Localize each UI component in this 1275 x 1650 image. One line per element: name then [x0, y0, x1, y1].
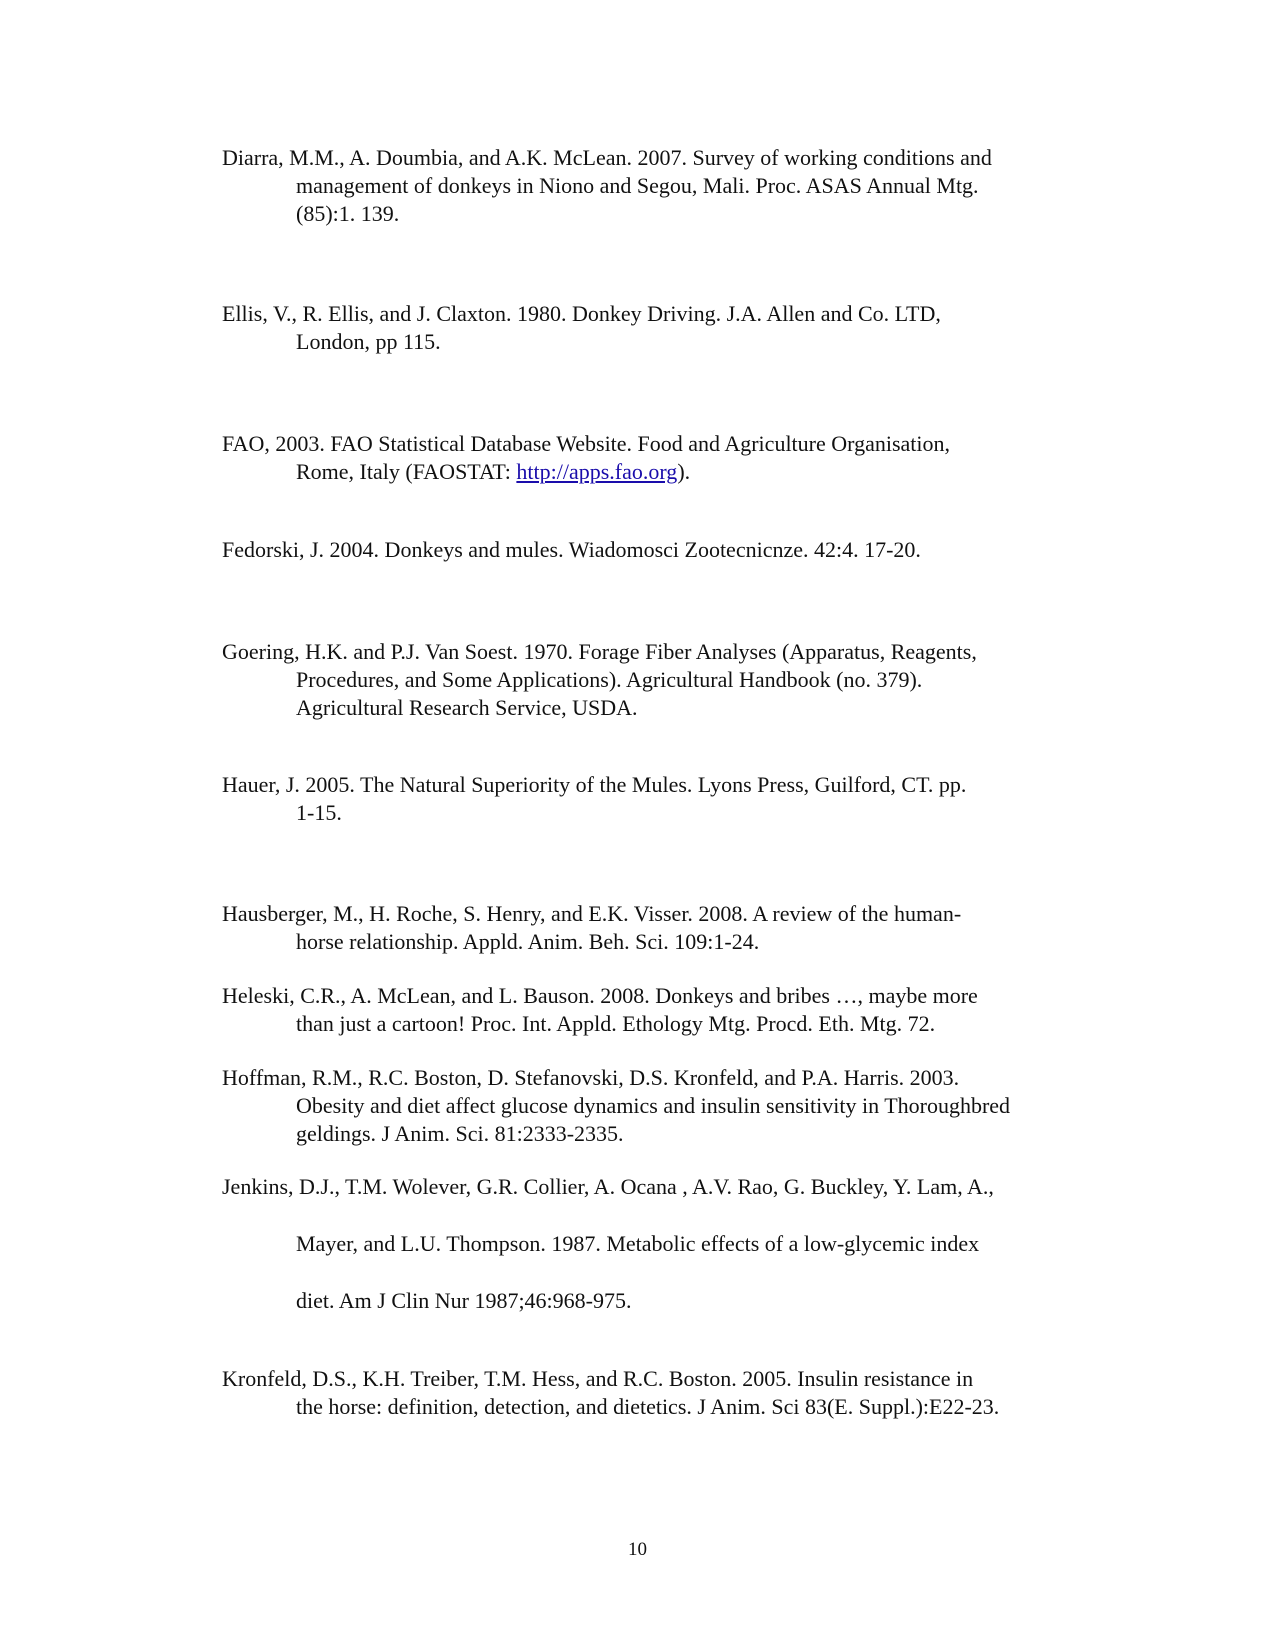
reference-line: horse relationship. Appld. Anim. Beh. Sci. 109:1-24. — [296, 929, 760, 954]
reference-line: Agricultural Research Service, USDA. — [296, 695, 638, 720]
reference-line: Heleski, C.R., A. McLean, and L. Bauson. 2008. Donkeys and bribes …, maybe more — [222, 983, 978, 1008]
page-number: 10 — [628, 1539, 647, 1560]
reference-hauer-2005 — [222, 771, 1122, 827]
reference-diarra-2007 — [222, 144, 1122, 228]
reference-line-prefix: Rome, Italy (FAOSTAT: — [296, 459, 517, 484]
reference-line: Diarra, M.M., A. Doumbia, and A.K. McLean. 2007. Survey of working conditions and — [222, 145, 992, 170]
reference-line: Hoffman, R.M., R.C. Boston, D. Stefanovski, D.S. Kronfeld, and P.A. Harris. 2003. — [222, 1065, 960, 1090]
reference-line: diet. Am J Clin Nur 1987;46:968-975. — [296, 1288, 632, 1313]
reference-hoffman-2003 — [222, 1064, 1122, 1148]
reference-line: Obesity and diet affect glucose dynamics and insulin sensitivity in Thoroughbred — [296, 1093, 1011, 1118]
reference-line: Fedorski, J. 2004. Donkeys and mules. Wiadomosci Zootecnicnze. 42:4. 17-20. — [222, 537, 921, 562]
reference-line: London, pp 115. — [296, 329, 441, 354]
reference-goering-1970 — [222, 638, 1122, 722]
reference-line: Hausberger, M., H. Roche, S. Henry, and E.K. Visser. 2008. A review of the human- — [222, 901, 962, 926]
reference-line: the horse: definition, detection, and dietetics. J Anim. Sci 83(E. Suppl.):E22-23. — [296, 1394, 1000, 1419]
reference-line: Ellis, V., R. Ellis, and J. Claxton. 1980. Donkey Driving. J.A. Allen and Co. LTD, — [222, 301, 941, 326]
reference-kronfeld-2005 — [222, 1365, 1122, 1421]
faostat-link[interactable]: http://apps.fao.org — [516, 459, 678, 484]
reference-line: 1-15. — [296, 800, 342, 825]
reference-line: FAO, 2003. FAO Statistical Database Website. Food and Agriculture Organisation, — [222, 431, 950, 456]
reference-line: Hauer, J. 2005. The Natural Superiority of the Mules. Lyons Press, Guilford, CT. pp. — [222, 772, 967, 797]
reference-jenkins-1987 — [222, 1173, 1122, 1315]
reference-heleski-2008 — [222, 982, 1122, 1038]
reference-line: Mayer, and L.U. Thompson. 1987. Metabolic effects of a low-glycemic index — [296, 1231, 980, 1256]
reference-line: geldings. J Anim. Sci. 81:2333-2335. — [296, 1121, 624, 1146]
reference-fao-2003 — [222, 430, 1122, 486]
reference-line: Jenkins, D.J., T.M. Wolever, G.R. Collier, A. Ocana , A.V. Rao, G. Buckley, Y. Lam, A., — [222, 1174, 994, 1199]
reference-line — [222, 458, 1122, 486]
reference-ellis-1980 — [222, 300, 1122, 356]
reference-line-suffix: ). — [677, 459, 691, 484]
reference-line: management of donkeys in Niono and Segou, Mali. Proc. ASAS Annual Mtg. — [296, 173, 979, 198]
reference-fedorski-2004 — [222, 536, 1122, 564]
reference-line: than just a cartoon! Proc. Int. Appld. Ethology Mtg. Procd. Eth. Mtg. 72. — [296, 1011, 936, 1036]
reference-line: Goering, H.K. and P.J. Van Soest. 1970. Forage Fiber Analyses (Apparatus, Reagents, — [222, 639, 977, 664]
reference-line: Procedures, and Some Applications). Agricultural Handbook (no. 379). — [296, 667, 923, 692]
reference-line: Kronfeld, D.S., K.H. Treiber, T.M. Hess, and R.C. Boston. 2005. Insulin resistance in — [222, 1366, 974, 1391]
reference-line: (85):1. 139. — [296, 201, 400, 226]
reference-hausberger-2008 — [222, 900, 1122, 956]
